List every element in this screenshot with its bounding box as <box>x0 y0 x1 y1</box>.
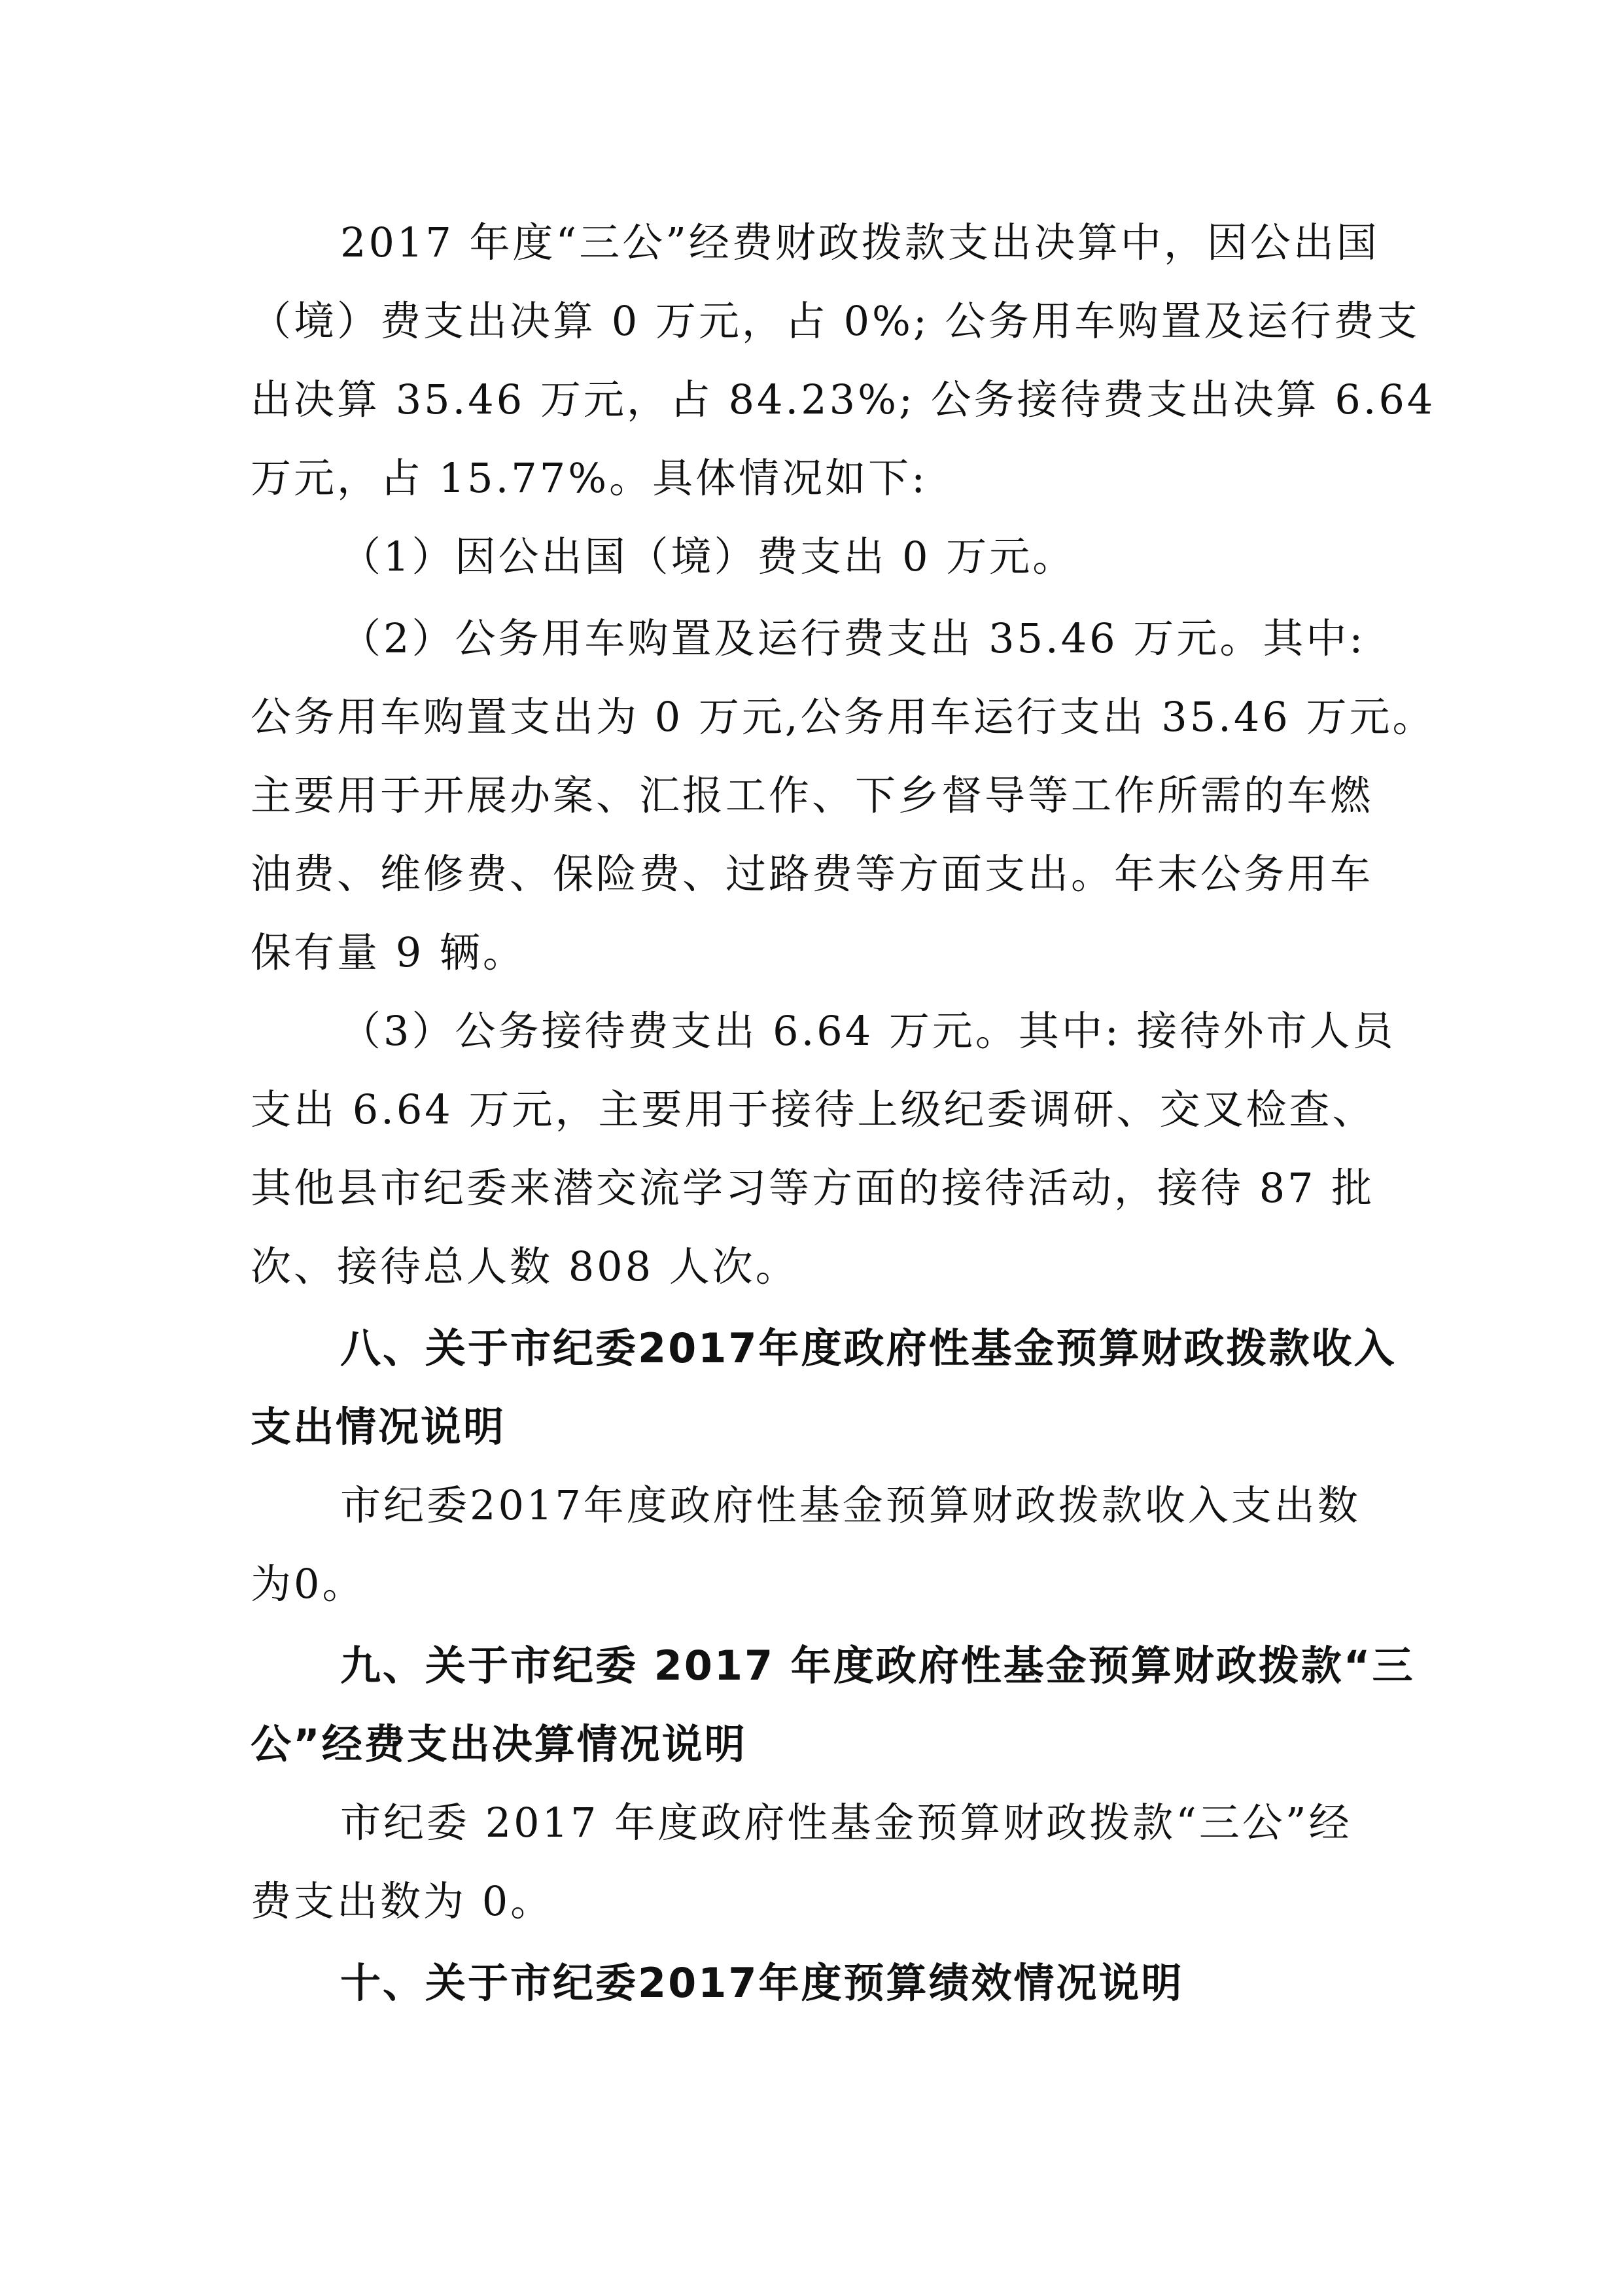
paragraph-line: 其他县市纪委来潜交流学习等方面的接待活动，接待 87 批 <box>251 1164 1375 1212</box>
paragraph-line: 万元，占 15.77%。具体情况如下: <box>251 454 928 502</box>
paragraph-line: （1）因公出国（境）费支出 0 万元。 <box>340 533 1076 580</box>
paragraph-line: 油费、维修费、保险费、过路费等方面支出。年末公务用车 <box>251 850 1374 898</box>
section-8-heading-cont: 支出情况说明 <box>251 1403 506 1451</box>
paragraph-line: 2017 年度“三公”经费财政拨款支出决算中，因公出国 <box>340 219 1380 266</box>
section-9-heading: 九、关于市纪委 2017 年度政府性基金预算财政拨款“三 <box>340 1642 1415 1689</box>
section-9-heading-cont: 公”经费支出决算情况说明 <box>251 1720 747 1768</box>
paragraph-line: 主要用于开展办案、汇报工作、下乡督导等工作所需的车燃 <box>251 771 1374 819</box>
paragraph-line: 支出 6.64 万元，主要用于接待上级纪委调研、交叉检查、 <box>251 1086 1376 1133</box>
paragraph-line: 保有量 9 辆。 <box>251 928 526 976</box>
paragraph-line: （3）公务接待费支出 6.64 万元。其中: 接待外市人员 <box>340 1007 1396 1055</box>
paragraph-line: （2）公务用车购置及运行费支出 35.46 万元。其中: <box>340 614 1366 662</box>
paragraph-line: 出决算 35.46 万元，占 84.23%; 公务接待费支出决算 6.64 <box>251 376 1436 423</box>
section-8-heading: 八、关于市纪委2017年度政府性基金预算财政拨款收入 <box>340 1324 1397 1372</box>
section-9-body-cont: 费支出数为 0。 <box>251 1877 554 1925</box>
section-8-body: 市纪委2017年度政府性基金预算财政拨款收入支出数 <box>340 1481 1361 1529</box>
paragraph-line: 公务用车购置支出为 0 万元,公务用车运行支出 35.46 万元。 <box>251 693 1436 741</box>
section-8-body-cont: 为0。 <box>251 1560 366 1608</box>
paragraph-line: （境）费支出决算 0 万元，占 0%; 公务用车购置及运行费支 <box>251 297 1420 345</box>
section-9-body: 市纪委 2017 年度政府性基金预算财政拨款“三公”经 <box>340 1799 1352 1846</box>
section-10-heading: 十、关于市纪委2017年度预算绩效情况说明 <box>340 1959 1184 2007</box>
paragraph-line: 次、接待总人数 808 人次。 <box>251 1243 799 1290</box>
